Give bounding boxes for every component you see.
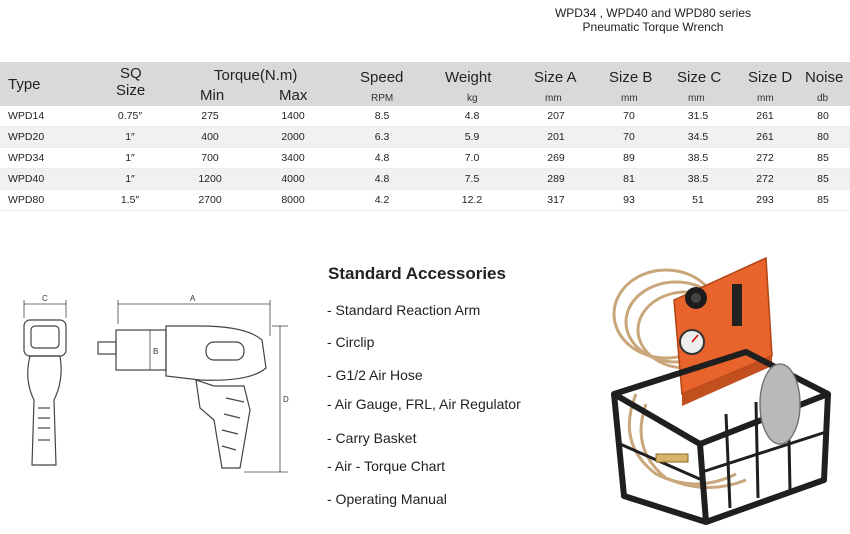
- cell-speed: 4.2: [374, 194, 390, 206]
- header-size-c-unit: mm: [688, 93, 705, 104]
- cell-min: 700: [201, 152, 219, 164]
- cell-c: 51: [692, 194, 704, 206]
- front-view-window: [31, 326, 59, 348]
- dim-label-c: C: [42, 294, 48, 303]
- cell-noise: 80: [817, 110, 829, 122]
- accessories-title: Standard Accessories: [328, 264, 506, 283]
- side-grip: [196, 380, 250, 468]
- cell-a: 269: [547, 152, 565, 164]
- table-row: [0, 169, 850, 190]
- cell-sq: 1″: [125, 152, 135, 164]
- carry-basket-image: [596, 244, 846, 530]
- cell-max: 8000: [281, 194, 305, 206]
- cell-noise: 85: [817, 194, 829, 206]
- header-weight-unit: kg: [467, 93, 478, 104]
- header-size-b: Size B: [609, 69, 653, 86]
- gear-head: [116, 330, 166, 370]
- front-view-grip: [28, 356, 61, 465]
- cell-min: 400: [201, 131, 219, 143]
- header-size-a: Size A: [534, 69, 577, 86]
- header-size-d-unit: mm: [757, 93, 774, 104]
- cell-weight: 7.5: [464, 173, 480, 185]
- cell-max: 1400: [281, 110, 305, 122]
- cell-type: WPD40: [8, 173, 45, 185]
- cell-min: 275: [201, 110, 219, 122]
- header-size-a-unit: mm: [545, 93, 562, 104]
- cell-b: 89: [623, 152, 635, 164]
- cell-type: WPD14: [8, 110, 45, 122]
- spec-table-header: [0, 62, 850, 106]
- cell-b: 81: [623, 173, 635, 185]
- cell-b: 70: [623, 131, 635, 143]
- header-size-b-unit: mm: [621, 93, 638, 104]
- header-torque-max: Max: [279, 87, 308, 104]
- cell-weight: 12.2: [461, 194, 483, 206]
- header-torque: Torque(N.m): [214, 67, 298, 84]
- front-view-head: [24, 320, 66, 356]
- table-row: [0, 148, 850, 169]
- cell-max: 3400: [281, 152, 305, 164]
- cell-d: 293: [756, 194, 774, 206]
- cell-speed: 6.3: [374, 131, 390, 143]
- cell-speed: 4.8: [374, 173, 390, 185]
- cell-speed: 4.8: [374, 152, 390, 164]
- header-weight: Weight: [445, 69, 492, 86]
- series-title-line1: WPD34 , WPD40 and WPD80 series: [554, 6, 752, 20]
- series-title-line2: Pneumatic Torque Wrench: [582, 20, 724, 34]
- cell-a: 317: [547, 194, 565, 206]
- header-size-d: Size D: [748, 69, 793, 86]
- cell-noise: 85: [817, 173, 829, 185]
- dimension-drawing: [0, 290, 300, 490]
- hose-fitting: [656, 454, 688, 462]
- spec-table: [0, 62, 850, 211]
- dim-label-b: B: [153, 347, 159, 356]
- cell-d: 272: [756, 152, 774, 164]
- header-sq: SQ: [120, 65, 142, 82]
- cell-type: WPD20: [8, 131, 45, 143]
- header-noise: Noise: [805, 69, 844, 86]
- cell-c: 38.5: [687, 173, 709, 185]
- cell-d: 272: [756, 173, 774, 185]
- header-speed: Speed: [360, 69, 404, 86]
- cell-d: 261: [756, 131, 774, 143]
- cell-min: 1200: [198, 173, 222, 185]
- cell-max: 4000: [281, 173, 305, 185]
- accessory-item: - Operating Manual: [327, 491, 447, 507]
- cell-type: WPD34: [8, 152, 45, 164]
- accessory-item: - Air Gauge, FRL, Air Regulator: [327, 396, 521, 412]
- cell-a: 207: [547, 110, 565, 122]
- accessory-item: - Circlip: [327, 334, 375, 350]
- square-drive: [98, 342, 116, 354]
- motor-window: [206, 342, 244, 360]
- header-noise-unit: db: [817, 93, 829, 104]
- accessory-item: - G1/2 Air Hose: [327, 367, 423, 383]
- cell-noise: 85: [817, 152, 829, 164]
- cell-min: 2700: [198, 194, 222, 206]
- header-torque-min: Min: [200, 87, 225, 104]
- dim-label-d: D: [283, 395, 289, 404]
- cell-c: 38.5: [687, 152, 709, 164]
- header-speed-unit: RPM: [371, 93, 394, 104]
- cell-c: 31.5: [687, 110, 709, 122]
- cell-c: 34.5: [687, 131, 709, 143]
- header-sq-size: Size: [116, 82, 146, 99]
- cell-speed: 8.5: [374, 110, 390, 122]
- spec-table-body: [0, 106, 850, 211]
- frl-lever: [732, 284, 742, 326]
- wrench-motor: [760, 364, 800, 444]
- header-size-c: Size C: [677, 69, 722, 86]
- series-title: [548, 6, 758, 34]
- cell-sq: 1.5″: [120, 194, 140, 206]
- table-row: [0, 106, 850, 127]
- cell-sq: 1″: [125, 131, 135, 143]
- cell-type: WPD80: [8, 194, 45, 206]
- cell-a: 201: [547, 131, 565, 143]
- motor-body: [166, 326, 266, 380]
- cell-weight: 7.0: [464, 152, 480, 164]
- cell-sq: 0.75″: [117, 110, 143, 122]
- regulator-plate: [674, 258, 772, 394]
- cell-weight: 5.9: [464, 131, 480, 143]
- dim-label-a: A: [190, 294, 196, 303]
- accessory-item: - Standard Reaction Arm: [327, 302, 481, 318]
- cell-b: 93: [623, 194, 635, 206]
- cell-d: 261: [756, 110, 774, 122]
- cell-sq: 1″: [125, 173, 135, 185]
- header-type: Type: [8, 76, 41, 93]
- cell-max: 2000: [281, 131, 305, 143]
- cell-a: 289: [547, 173, 565, 185]
- table-row: [0, 190, 850, 211]
- cell-noise: 80: [817, 131, 829, 143]
- accessory-item: - Carry Basket: [327, 430, 417, 446]
- table-row: [0, 127, 850, 148]
- cell-weight: 4.8: [464, 110, 480, 122]
- accessory-item: - Air - Torque Chart: [327, 458, 446, 474]
- cell-b: 70: [623, 110, 635, 122]
